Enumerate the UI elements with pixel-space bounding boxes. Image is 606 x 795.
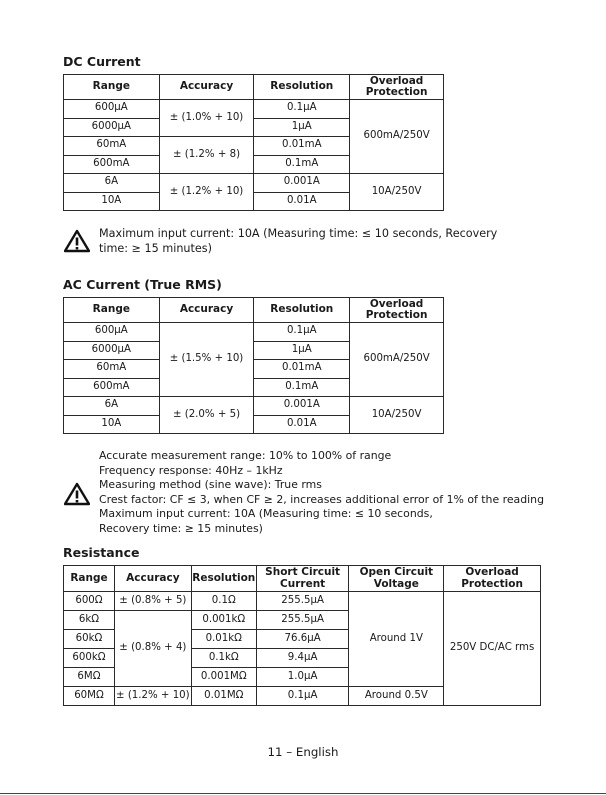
- header-overload-protection: Overload Protection: [350, 298, 444, 323]
- ac-current-table: [63, 297, 444, 434]
- overload-cell: 10A/250V: [350, 397, 444, 434]
- accuracy-cell: ± (1.5% + 10): [159, 323, 254, 397]
- accuracy-cell: ± (0.8% + 4): [114, 611, 191, 687]
- header-range: Range: [64, 298, 160, 323]
- note-line: Measuring method (sine wave): True rms: [99, 478, 322, 491]
- resolution-cell: 0.1μA: [254, 323, 350, 342]
- short-circuit-cell: 1.0μA: [256, 668, 349, 687]
- resolution-cell: 1μA: [254, 118, 350, 137]
- resolution-cell: 0.01kΩ: [191, 630, 256, 649]
- accuracy-cell: ± (0.8% + 5): [114, 592, 191, 611]
- range-cell: 60mA: [64, 360, 160, 379]
- dc-current-title: DC Current: [63, 54, 141, 69]
- warning-icon: [64, 482, 90, 506]
- header-accuracy: Accuracy: [159, 298, 254, 323]
- resolution-cell: 0.1kΩ: [191, 649, 256, 668]
- accuracy-cell: ± (1.2% + 10): [114, 687, 191, 706]
- range-cell: 600μA: [64, 100, 160, 119]
- resistance-title: Resistance: [63, 545, 140, 560]
- resolution-cell: 0.01mA: [254, 137, 350, 156]
- dc-current-table: [63, 74, 444, 211]
- page-footer: 11 – English: [267, 745, 339, 759]
- header-resolution: Resolution: [254, 298, 350, 323]
- resolution-cell: 0.01A: [254, 192, 350, 211]
- header-open-circuit-voltage: Open Circuit Voltage: [349, 566, 444, 592]
- ac-current-title: AC Current (True RMS): [63, 277, 222, 292]
- overload-cell: 10A/250V: [350, 174, 444, 211]
- note-line: time: ≥ 15 minutes): [99, 241, 212, 255]
- resolution-cell: 1μA: [254, 341, 350, 360]
- range-cell: 10A: [64, 415, 160, 434]
- resolution-cell: 0.1μA: [254, 100, 350, 119]
- warning-icon: [64, 229, 90, 253]
- header-resolution: Resolution: [191, 566, 256, 592]
- overload-cell: 600mA/250V: [350, 323, 444, 397]
- resolution-cell: 0.001A: [254, 397, 350, 416]
- note-line: Accurate measurement range: 10% to 100% of range: [99, 449, 392, 462]
- range-cell: 600kΩ: [64, 649, 115, 668]
- range-cell: 6000μA: [64, 341, 160, 360]
- range-cell: 6A: [64, 174, 160, 193]
- short-circuit-cell: 0.1μA: [256, 687, 349, 706]
- range-cell: 6kΩ: [64, 611, 115, 630]
- resolution-cell: 0.1mA: [254, 155, 350, 174]
- range-cell: 600μA: [64, 323, 160, 342]
- range-cell: 60MΩ: [64, 687, 115, 706]
- short-circuit-cell: 76.6μA: [256, 630, 349, 649]
- header-accuracy: Accuracy: [114, 566, 191, 592]
- short-circuit-cell: 255.5μA: [256, 592, 349, 611]
- dc-current-note: [99, 227, 497, 256]
- resolution-cell: 0.1Ω: [191, 592, 256, 611]
- accuracy-cell: ± (1.2% + 8): [159, 137, 254, 174]
- header-resolution: Resolution: [254, 75, 350, 100]
- resolution-cell: 0.01A: [254, 415, 350, 434]
- overload-cell: 600mA/250V: [350, 100, 444, 174]
- page-bottom-rule: [0, 793, 606, 794]
- resolution-cell: 0.001kΩ: [191, 611, 256, 630]
- header-range: Range: [64, 75, 160, 100]
- short-circuit-cell: 9.4μA: [256, 649, 349, 668]
- open-circuit-cell: Around 0.5V: [349, 687, 444, 706]
- range-cell: 600mA: [64, 378, 160, 397]
- note-line: Recovery time: ≥ 15 minutes): [99, 521, 263, 535]
- resolution-cell: 0.01MΩ: [191, 687, 256, 706]
- accuracy-cell: ± (1.0% + 10): [159, 100, 254, 137]
- header-accuracy: Accuracy: [159, 75, 254, 100]
- accuracy-cell: ± (2.0% + 5): [159, 397, 254, 434]
- range-cell: 6A: [64, 397, 160, 416]
- range-cell: 60mA: [64, 137, 160, 156]
- resolution-cell: 0.1mA: [254, 378, 350, 397]
- range-cell: 6000μA: [64, 118, 160, 137]
- range-cell: 600mA: [64, 155, 160, 174]
- header-overload-protection: Overload Protection: [444, 566, 541, 592]
- accuracy-cell: ± (1.2% + 10): [159, 174, 254, 211]
- range-cell: 600Ω: [64, 592, 115, 611]
- resistance-table: [63, 565, 541, 706]
- resolution-cell: 0.01mA: [254, 360, 350, 379]
- range-cell: 60kΩ: [64, 630, 115, 649]
- ac-current-notes: [99, 449, 544, 536]
- range-cell: 10A: [64, 192, 160, 211]
- resolution-cell: 0.001A: [254, 174, 350, 193]
- short-circuit-cell: 255.5μA: [256, 611, 349, 630]
- open-circuit-cell: Around 1V: [349, 592, 444, 687]
- header-short-circuit-current: Short Circuit Current: [256, 566, 349, 592]
- overload-cell: 250V DC/AC rms: [444, 592, 541, 706]
- header-range: Range: [64, 566, 115, 592]
- range-cell: 6MΩ: [64, 668, 115, 687]
- header-overload-protection: Overload Protection: [350, 75, 444, 100]
- note-line: Maximum input current: 10A (Measuring time: ≤ 10 seconds,: [99, 507, 433, 520]
- note-line: Crest factor: CF ≤ 3, when CF ≥ 2, increases additional error of 1% of the reading: [99, 492, 544, 506]
- note-line: Maximum input current: 10A (Measuring time: ≤ 10 seconds, Recovery: [99, 227, 498, 240]
- note-line: Frequency response: 40Hz – 1kHz: [99, 463, 283, 477]
- resolution-cell: 0.001MΩ: [191, 668, 256, 687]
